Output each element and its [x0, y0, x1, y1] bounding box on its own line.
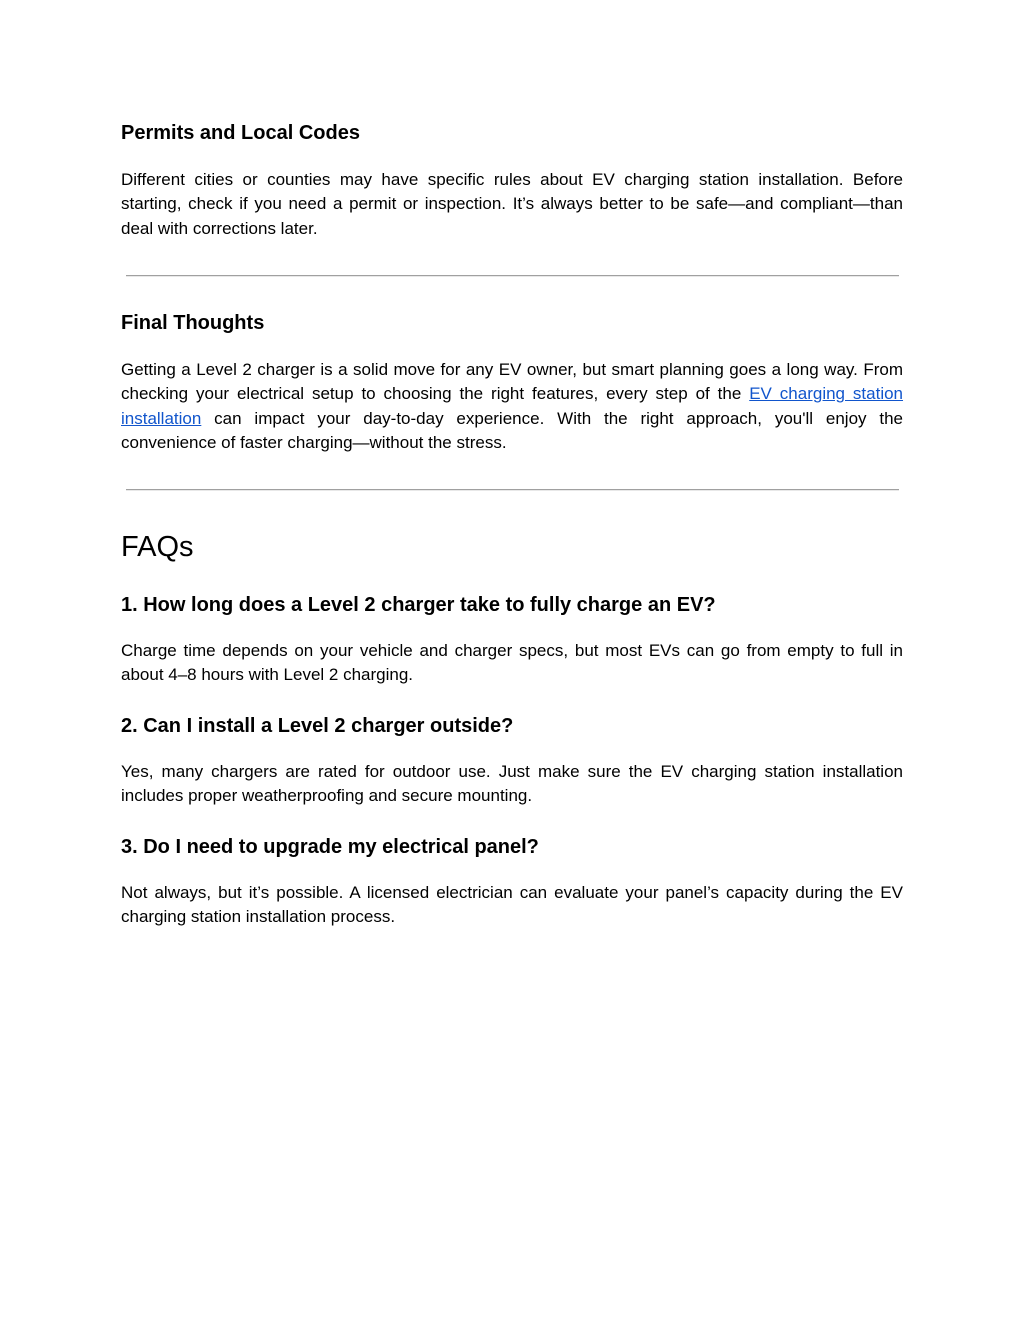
final-thoughts-text-after-link: can impact your day-to-day experience. With the right approach, you'll enjoy the convenience of faster charging—without the stress. [121, 408, 903, 452]
final-thoughts-heading: Final Thoughts [121, 312, 265, 334]
faq-question: 3. Do I need to upgrade my electrical panel? [121, 836, 539, 858]
faq-answer: Not always, but it’s possible. A licensed electrician can evaluate your panel’s capacity during the EV charging station installation process. [121, 883, 903, 927]
faq-answer: Yes, many chargers are rated for outdoor use. Just make sure the EV charging station installation includes proper weatherproofing and secure mounting. [121, 762, 903, 806]
permits-body: Different cities or counties may have specific rules about EV charging station installation. Before starting, check if you need a permit or inspection. It’s always better to be safe—and compliant—than deal with corrections later. [121, 170, 903, 238]
faq-answer: Charge time depends on your vehicle and charger specs, but most EVs can go from empty to full in about 4–8 hours with Level 2 charging. [121, 641, 903, 685]
faqs-title: FAQs [121, 531, 194, 563]
section-divider [126, 489, 899, 491]
faq-question: 1. How long does a Level 2 charger take to fully charge an EV? [121, 594, 716, 616]
final-thoughts-text-before-link: Getting a Level 2 charger is a solid move for any EV owner, but smart planning goes a long way. From checking your electrical setup to choosing the right features, every step of the [121, 360, 903, 404]
section-divider [126, 275, 899, 277]
final-thoughts-body [121, 358, 903, 455]
ev-charging-installation-link[interactable]: EV charging station installation [121, 384, 904, 428]
faq-question: 2. Can I install a Level 2 charger outside? [121, 715, 514, 737]
permits-heading: Permits and Local Codes [121, 122, 360, 144]
